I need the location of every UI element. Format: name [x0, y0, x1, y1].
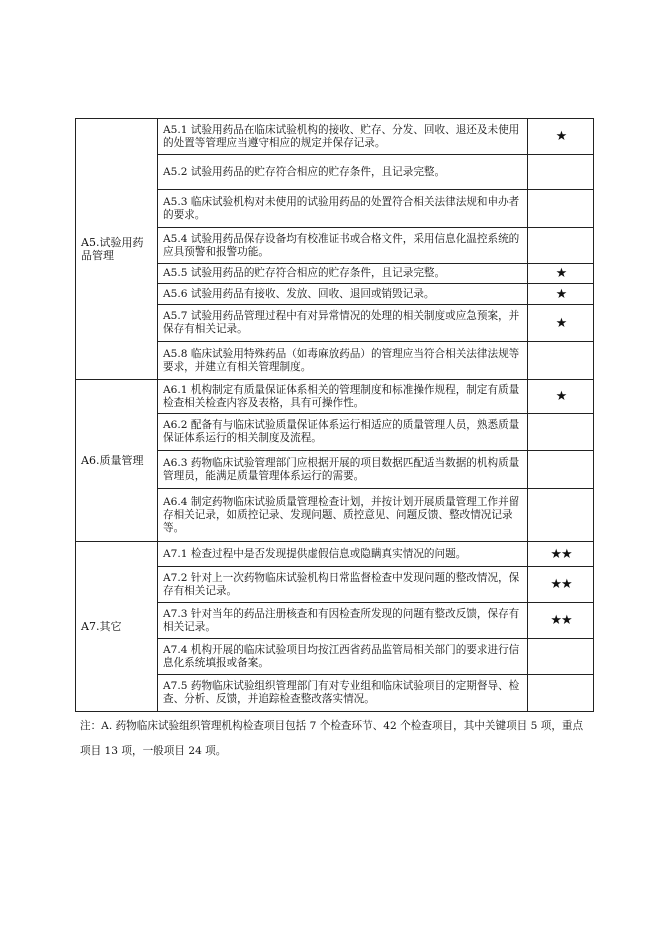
- star-rating: [528, 228, 594, 264]
- star-rating: ★★: [528, 567, 594, 603]
- item-text: A6.1 机构制定有质量保证体系相关的管理制度和标准操作规程，制定有质量检查相关检查内容及表格，具有可操作性。: [158, 380, 528, 414]
- table-row: [76, 542, 594, 567]
- item-text: A5.6 试验用药品有接收、发放、回收、退回或销毁记录。: [158, 284, 528, 305]
- item-text: A7.5 药物临床试验组织管理部门有对专业组和临床试验项目的定期督导、检查、分析、反馈，并追踪检查整改落实情况。: [158, 675, 528, 712]
- star-rating: [528, 155, 594, 190]
- item-text: A6.2 配备有与临床试验质量保证体系运行相适应的质量管理人员，熟悉质量保证体系运行的相关制度及流程。: [158, 414, 528, 451]
- star-rating: [528, 451, 594, 489]
- item-text: A6.4 制定药物临床试验质量管理检查计划，并按计划开展质量管理工作并留存相关记录，如质控记录、发现问题、质控意见、问题反馈、整改情况记录等。: [158, 489, 528, 542]
- star-rating: [528, 489, 594, 542]
- star-rating: ★: [528, 119, 594, 155]
- star-rating: [528, 639, 594, 675]
- star-rating: ★: [528, 264, 594, 284]
- item-text: A6.3 药物临床试验管理部门应根据开展的项目数据匹配适当数据的机构质量管理员，能满足质量管理体系运行的需要。: [158, 451, 528, 489]
- section-title: A6.质量管理: [76, 380, 158, 542]
- item-text: A7.3 针对当年的药品注册核查和有因检查所发现的问题有整改反馈，保存有相关记录。: [158, 603, 528, 639]
- inspection-table: [75, 118, 594, 712]
- star-rating: [528, 414, 594, 451]
- table-note: 注：A. 药物临床试验组织管理机构检查项目包括 7 个检查环节、42 个检查项目，其中关键项目 5 项，重点项目 13 项，一般项目 24 项。: [80, 720, 584, 757]
- item-text: A5.5 试验用药品的贮存符合相应的贮存条件，且记录完整。: [158, 264, 528, 284]
- star-rating: ★★: [528, 542, 594, 567]
- item-text: A5.4 试验用药品保存设备均有校准证书或合格文件，采用信息化温控系统的应具预警和报警功能。: [158, 228, 528, 264]
- table-row: [76, 119, 594, 155]
- star-rating: ★: [528, 284, 594, 305]
- star-rating: ★★: [528, 603, 594, 639]
- star-rating: ★: [528, 380, 594, 414]
- star-rating: ★: [528, 305, 594, 342]
- item-text: A5.3 临床试验机构对未使用的试验用药品的处置符合相关法律法规和申办者的要求。: [158, 190, 528, 228]
- star-rating: [528, 190, 594, 228]
- section-title: A5.试验用药品管理: [76, 119, 158, 380]
- item-text: A7.2 针对上一次药物临床试验机构日常监督检查中发现问题的整改情况，保存有相关记录。: [158, 567, 528, 603]
- item-text: A5.1 试验用药品在临床试验机构的接收、贮存、分发、回收、退还及未使用的处置等管理应当遵守相应的规定并保存记录。: [158, 119, 528, 155]
- item-text: A5.7 试验用药品管理过程中有对异常情况的处理的相关制度或应急预案，并保存有相关记录。: [158, 305, 528, 342]
- item-text: A7.4 机构开展的临床试验项目均按江西省药品监管局相关部门的要求进行信息化系统填报或备案。: [158, 639, 528, 675]
- item-text: A7.1 检查过程中是否发现提供虚假信息或隐瞒真实情况的问题。: [158, 542, 528, 567]
- table-row: [76, 380, 594, 414]
- item-text: A5.8 临床试验用特殊药品（如毒麻放药品）的管理应当符合相关法律法规等要求，并建立有相关管理制度。: [158, 342, 528, 380]
- star-rating: [528, 675, 594, 712]
- star-rating: [528, 342, 594, 380]
- item-text: A5.2 试验用药品的贮存符合相应的贮存条件，且记录完整。: [158, 155, 528, 190]
- section-title: A7.其它: [76, 542, 158, 712]
